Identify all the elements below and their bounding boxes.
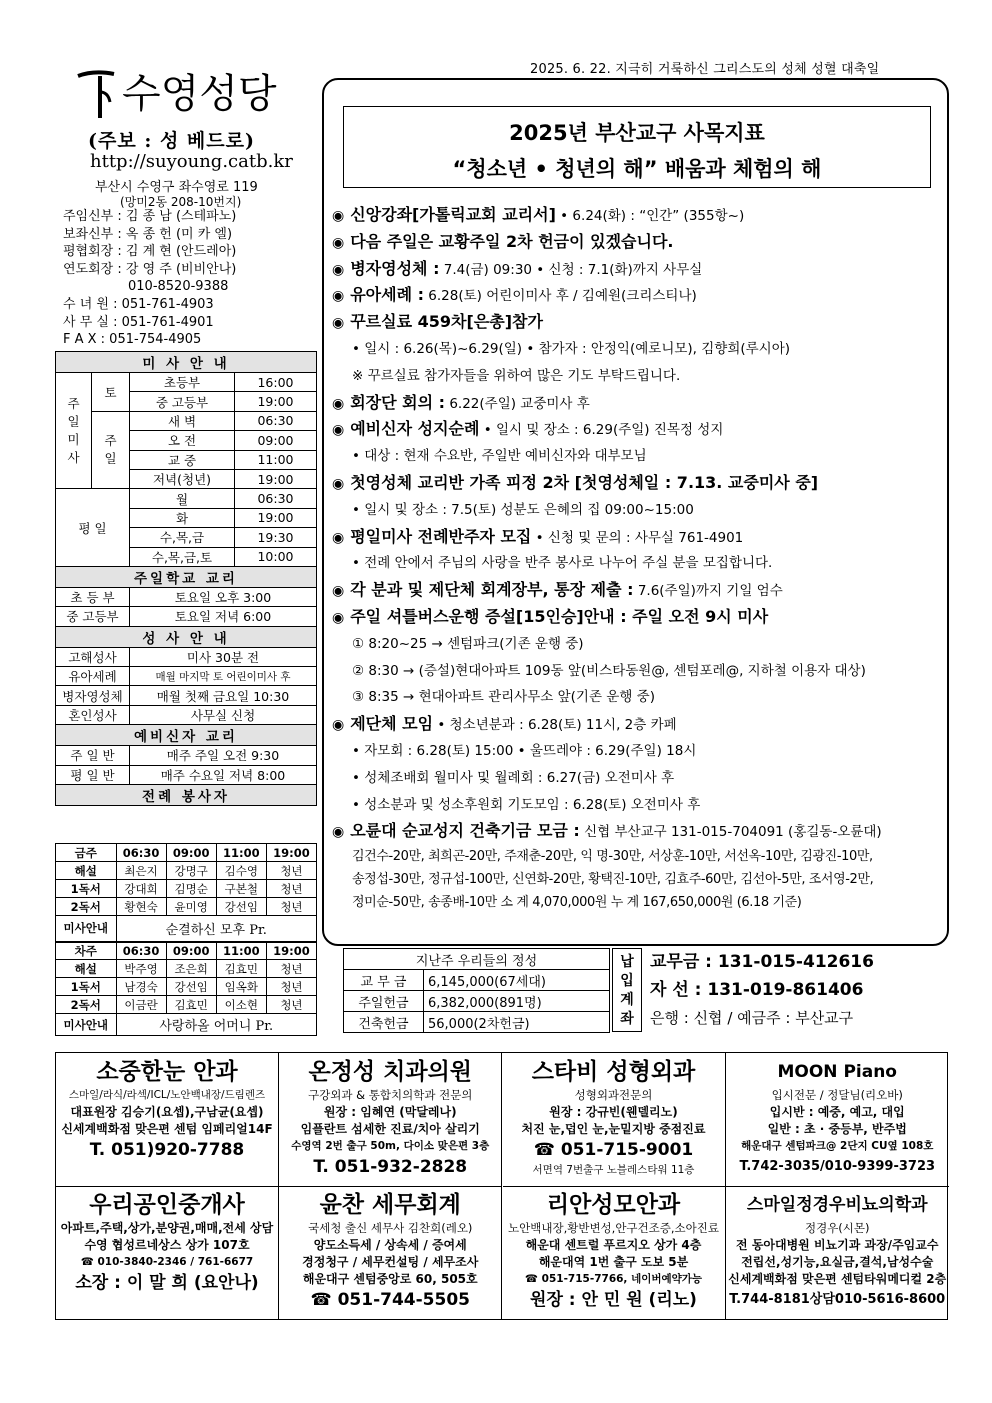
bullet-icon: ◉ (332, 717, 345, 734)
account-line: 은행 : 신협 / 예금주 : 부산교구 (650, 1009, 854, 1027)
offering-type: 건축헌금 (344, 1012, 424, 1033)
server-name: 청년 (266, 978, 316, 996)
parish-address-old: (망미2동 208-10번지) (120, 195, 242, 209)
catechumen-time: 매주 수요일 저녁 8:00 (130, 765, 317, 784)
server-name: 강명구 (166, 862, 216, 880)
server-name: 청년 (266, 960, 316, 978)
weekday-label: 평 일 (56, 489, 130, 567)
bullet-icon: ◉ (332, 824, 345, 841)
advertisement (279, 1186, 502, 1320)
announcement-detail: ③ 8:35 → 현대아파트 관리사무소 앞(기존 운행 중) (352, 689, 655, 706)
mass-name: 저녁(청년) (130, 469, 235, 488)
bullet-icon: ◉ (332, 234, 345, 251)
announcement-head: 제단체 모임 (350, 714, 434, 734)
bullet-icon: ◉ (332, 475, 345, 492)
server-name: 청년 (266, 898, 316, 916)
bullet-icon: ◉ (332, 395, 345, 412)
bullet-icon: ◉ (332, 315, 345, 332)
ad-line: 국세청 출신 세무사 김찬희(레오) (308, 1221, 473, 1235)
announcement-detail: ① 8:20~25 → 센텀파크(기존 운행 중) (352, 635, 584, 652)
announcement-detail: • 일시 : 6.26(목)~6.29(일) • 참가자 : 안정익(예로니모), 김향희(루시아) (352, 340, 791, 357)
bullet-icon: ◉ (332, 583, 345, 600)
server-name: 청년 (266, 996, 316, 1014)
ad-line: 원장 : 임혜연 (막달레나) (323, 1105, 457, 1119)
ad-line: 경정청구 / 세무컨설팅 / 세무조사 (302, 1255, 479, 1269)
staff-line: 보좌신부 : 옥 종 헌 (미 카 엘) (63, 226, 233, 242)
ad-line: 수영역 2번 출구 50m, 다이소 맞은편 3층 (291, 1140, 490, 1152)
announcement-head: 신앙강좌[가톨릭교회 교리서] (350, 205, 556, 224)
offering-table (343, 948, 610, 1033)
school-time: 토요일 저녁 6:00 (130, 607, 317, 626)
mass-name: 수,목,금,토 (130, 547, 235, 566)
ad-line: ☎ 010-3840-2346 / 761-6677 (80, 1256, 254, 1268)
ad-line: 원장 : 강규빈(웬델리노) (549, 1105, 678, 1119)
sacrament-name: 고해성사 (56, 647, 130, 666)
ad-line: 수영 협성르네상스 상가 107호 (84, 1238, 250, 1252)
sacrament-info: 사무실 신청 (130, 705, 317, 724)
server-name: 박주영 (116, 960, 166, 978)
school-header: 주일학교 교리 (56, 566, 317, 587)
role-label: 1독서 (56, 880, 117, 898)
announcement-item (332, 390, 944, 417)
ad-name: 우리공인중개사 (89, 1192, 245, 1218)
week-label: 차주 (56, 942, 117, 960)
announcement-text: 신협 부산교구 131-015-704091 (홍길동-오륜대) (579, 824, 882, 841)
donor-line: 김건수-20만, 최희곤-20만, 주재춘-20만, 익 명-30만, 서상훈-10만, 서선옥-10만, 김광진-10만, (352, 849, 873, 865)
bullet-icon: ◉ (332, 609, 345, 626)
ad-phone: T.742-3035/010-9399-3723 (739, 1159, 936, 1174)
parish-logo-icon (74, 62, 126, 124)
ad-line: 스마일/라식/라섹/ICL/노안백내장/드림렌즈 (68, 1089, 266, 1101)
ad-phone: ☎ 051-715-9001 (533, 1140, 694, 1160)
mass-name: 새 벽 (130, 411, 235, 430)
role-label: 2독서 (56, 996, 117, 1014)
donor-line: 정미순-50만, 송종배-10만 소 계 4,070,000원 누 계 167,650,000원 (6.18 기준) (352, 895, 802, 911)
mass-time: 19:00 (235, 392, 317, 411)
pastoral-line2: “청소년 • 청년의 해” 배움과 체험의 해 (452, 157, 822, 181)
dateline: 2025. 6. 22. 지극히 거룩하신 그리스도의 성체 성혈 대축일 (530, 62, 880, 77)
ad-line: 입시전문 / 정달님(리오바) (771, 1088, 903, 1102)
announcement-detail: • 성체조배회 월미사 및 월례회 : 6.27(금) 오전미사 후 (352, 769, 675, 786)
offering-type: 교 무 금 (344, 970, 424, 991)
school-time: 토요일 오후 3:00 (130, 587, 317, 606)
announcement-detail: • 자모회 : 6.28(토) 15:00 • 울뜨레야 : 6.29(주일) 18시 (352, 742, 697, 759)
mass-name: 오 전 (130, 431, 235, 450)
announcement-text: • 일시 및 장소 : 6.29(주일) 진목정 성지 (479, 422, 724, 439)
announcement-item (332, 256, 944, 283)
server-name: 강선임 (216, 898, 266, 916)
ad-line: 양도소득세 / 상속세 / 증여세 (313, 1238, 467, 1252)
ad-name: 소중한눈 안과 (96, 1059, 238, 1085)
role-label: 2독서 (56, 898, 117, 916)
mass-time-col: 06:30 (116, 844, 166, 862)
mass-name: 초등부 (130, 373, 235, 392)
ad-line: 정경우(시몬) (804, 1221, 870, 1235)
advertisement (726, 1053, 949, 1187)
ad-name: 리안성모안과 (546, 1192, 681, 1218)
ad-line: 해운대역 1번 출구 도보 5분 (538, 1255, 689, 1269)
saturday-label: 토 (92, 373, 130, 412)
advertisement (503, 1186, 726, 1320)
ad-phone: T.744-8181상담010-5616-8600 (729, 1292, 946, 1307)
liturgy-header: 전례 봉사자 (56, 785, 317, 806)
sacrament-info: 매월 첫째 금요일 10:30 (130, 686, 317, 705)
mass-name: 중 고등부 (130, 392, 235, 411)
account-label: 납 입 계 좌 (612, 948, 642, 1032)
announcement-item (332, 524, 944, 551)
ad-line: 해운대구 센텀중앙로 60, 505호 (302, 1272, 478, 1286)
announcement-detail: • 성소분과 및 성소후원회 기도모임 : 6.28(토) 오전미사 후 (352, 796, 701, 813)
mass-time-col: 09:00 (166, 844, 216, 862)
ad-line: 성형외과전문의 (574, 1088, 653, 1102)
announcement-item (332, 604, 944, 631)
server-name: 강대희 (116, 880, 166, 898)
announcement-text: • 6.24(화) : “인간” (355항~) (555, 208, 745, 224)
mass-name: 월 (130, 489, 235, 508)
staff-list (63, 208, 313, 349)
ad-phone: 소장 : 이 말 희 (요안나) (75, 1273, 259, 1293)
ad-line: 신세계백화점 맞은편 센텀 임페리얼14F (61, 1122, 273, 1136)
staff-line: 평협회장 : 김 계 현 (안드레아) (63, 244, 237, 260)
mass-time-col: 09:00 (166, 942, 216, 960)
advertisement-grid (55, 1052, 948, 1320)
server-name: 이금란 (116, 996, 166, 1014)
catechumen-class: 평 일 반 (56, 765, 130, 784)
announcement-item (332, 309, 944, 336)
server-name: 조은희 (166, 960, 216, 978)
offering-header: 지난주 우리들의 정성 (344, 949, 610, 970)
mass-name: 화 (130, 508, 235, 527)
bullet-icon: ◉ (332, 208, 345, 224)
mass-time-col: 19:00 (266, 844, 316, 862)
mass-time: 11:00 (235, 450, 317, 469)
announcement-head: 평일미사 전례반주자 모집 (350, 526, 532, 546)
advertisement (279, 1053, 502, 1187)
staff-line: 사 무 실 : 051-761-4901 (63, 314, 214, 330)
announcement-item (332, 416, 944, 443)
ad-line: 해운대구 센텀파크@ 2단지 CU옆 108호 (741, 1140, 934, 1152)
bullet-icon: ◉ (332, 529, 345, 546)
announcement-item (332, 229, 944, 256)
announcement-detail: • 대상 : 현재 수요반, 주일반 예비신자와 대부모님 (352, 448, 647, 465)
ad-line: 임플란트 섬세한 진료/치아 살리기 (300, 1122, 480, 1136)
mass-time-col: 06:30 (116, 942, 166, 960)
staff-line: 010-8520-9388 (63, 279, 229, 295)
mass-time-col: 11:00 (216, 844, 266, 862)
announcement-head: 첫영성체 교리반 가족 피정 2차 [첫영성체일 : 7.13. 교중미사 중] (350, 472, 819, 492)
sacrament-name: 유아세례 (56, 667, 130, 686)
server-name: 청년 (266, 862, 316, 880)
parish-url[interactable]: http://suyoung.catb.kr (90, 151, 293, 172)
announcement-detail: ② 8:30 → (증설)현대아파트 109동 앞(비스타동원@, 센텀포레@, 지하철 이용자 대상) (352, 662, 866, 679)
ad-line: 입시반 : 예중, 예고, 대입 (769, 1105, 905, 1119)
staff-line: F A X : 051-754-4905 (63, 332, 202, 348)
mass-time: 10:00 (235, 547, 317, 566)
pastoral-title-box (343, 106, 931, 188)
ad-name: MOON Piano (777, 1062, 897, 1082)
ad-line: 구강외과 & 통합치의학과 전문의 (308, 1088, 473, 1102)
announcement-head: 유아세례 : (350, 285, 425, 305)
role-label: 해설 (56, 862, 117, 880)
mass-time: 06:30 (235, 489, 317, 508)
server-name: 이소현 (216, 996, 266, 1014)
announcement-item (332, 577, 944, 604)
liturgy-table (55, 843, 317, 1036)
announcement-head: 주일 셔틀버스운행 증설[15인승]안내 : 주일 오전 9시 미사 (350, 606, 769, 626)
announcement-head: 회장단 회의 : (350, 392, 446, 412)
server-name: 황현숙 (116, 898, 166, 916)
ad-phone: T. 051)920-7788 (89, 1140, 245, 1160)
ad-line: 해운대 센트럴 푸르지오 상가 4층 (525, 1238, 702, 1252)
offering-amount: 56,000(2차헌금) (424, 1012, 610, 1033)
server-name: 윤미영 (166, 898, 216, 916)
mass-name: 교 중 (130, 450, 235, 469)
mass-time: 09:00 (235, 431, 317, 450)
server-name: 김수영 (216, 862, 266, 880)
ad-extra: 서면역 7번출구 노블레스타워 11층 (532, 1164, 695, 1176)
announcement-detail: ※ 꾸르실료 참가자들을 위하여 많은 기도 부탁드립니다. (352, 367, 681, 384)
sunday-label: 주 일 미 사 (56, 373, 92, 489)
ad-name: 스마일정경우비뇨의학과 (746, 1195, 928, 1215)
offering-amount: 6,145,000(67세대) (424, 970, 610, 991)
announcement-text: 7.4(금) 09:30 • 신청 : 7.1(화)까지 사무실 (439, 261, 703, 278)
server-name: 김명순 (166, 880, 216, 898)
announcement-item (332, 818, 944, 845)
ad-name: 온정성 치과의원 (308, 1059, 473, 1085)
ad-line: 대표원장 김승기(요셉),구남균(요셉) (70, 1105, 264, 1119)
server-name: 김효민 (166, 996, 216, 1014)
announcement-item (332, 202, 944, 229)
mass-time: 19:00 (235, 508, 317, 527)
account-line: 자 선 : 131-019-861406 (650, 980, 864, 1000)
mass-time: 06:30 (235, 411, 317, 430)
announcement-detail: • 일시 및 장소 : 7.5(토) 성분도 은혜의 집 09:00~15:00 (352, 501, 694, 518)
catechumen-time: 매주 주일 오전 9:30 (130, 746, 317, 765)
announcement-head: 오륜대 순교성지 건축기금 모금 : (350, 821, 580, 841)
server-name: 임옥화 (216, 978, 266, 996)
catechumen-header: 예비신자 교리 (56, 725, 317, 746)
sacrament-name: 혼인성사 (56, 705, 130, 724)
parish-address: 부산시 수영구 좌수영로 119 (95, 180, 258, 195)
bullet-icon: ◉ (332, 261, 345, 278)
announcement-head: 꾸르실료 459차[은총]참가 (350, 312, 543, 332)
mass-info-label: 미사안내 (56, 1014, 117, 1036)
sacrament-info: 미사 30분 전 (130, 647, 317, 666)
server-name: 김효민 (216, 960, 266, 978)
mass-info: 사랑하올 어머니 Pr. (116, 1014, 316, 1036)
school-name: 초 등 부 (56, 587, 130, 606)
offering-type: 주일헌금 (344, 991, 424, 1012)
pastoral-line1: 2025년 부산교구 사목지표 (509, 121, 765, 145)
week-label: 금주 (56, 844, 117, 862)
ad-line: 처진 눈,덥인 눈,눈밑지방 중점진료 (521, 1122, 706, 1136)
mass-time: 19:00 (235, 469, 317, 488)
bullet-icon: ◉ (332, 288, 345, 305)
role-label: 1독서 (56, 978, 117, 996)
staff-line: 주임신부 : 김 종 남 (스테파노) (63, 209, 237, 224)
ad-line: 노안백내장,황반변성,안구건조증,소아진료 (508, 1221, 719, 1235)
sacrament-header: 성 사 안 내 (56, 626, 317, 647)
mass-info: 순결하신 모후 Pr. (116, 916, 316, 942)
announcement-text: • 청소년분과 : 6.28(토) 11시, 2층 카페 (433, 717, 677, 734)
server-name: 청년 (266, 880, 316, 898)
server-name: 강선임 (166, 978, 216, 996)
ad-phone: T. 051-932-2828 (313, 1157, 468, 1177)
bulletin-name: (주보 : 성 베드로) (88, 130, 255, 152)
advertisement (503, 1053, 726, 1187)
offering-amount: 6,382,000(891명) (424, 991, 610, 1012)
ad-line: ☎ 051-715-7766, 네이버예약가능 (524, 1273, 703, 1285)
announcement-head: 다음 주일은 교황주일 2차 헌금이 있겠습니다. (350, 231, 674, 251)
ad-line: 아파트,주택,상가,분양권,매매,전세 상담 (60, 1221, 274, 1235)
parish-name: 수영성당 (122, 71, 277, 117)
mass-name: 수,목,금 (130, 528, 235, 547)
donor-line: 송정섭-30만, 정규섭-100만, 신연화-20만, 황택진-10만, 김효주-60만, 김선아-5만, 조서영-2만, (352, 872, 874, 888)
server-name: 구본철 (216, 880, 266, 898)
mass-time: 16:00 (235, 373, 317, 392)
staff-line: 수 녀 원 : 051-761-4903 (63, 296, 214, 312)
mass-time: 19:30 (235, 528, 317, 547)
announcement-text: 6.28(토) 어린이미사 후 / 김예원(크리스티나) (424, 288, 697, 305)
ad-phone: ☎ 051-744-5505 (310, 1290, 470, 1310)
announcement-head: 각 분과 및 제단체 회계장부, 통장 제출 : (350, 580, 634, 600)
ad-line: 전립선,성기능,요실금,결석,남성수술 (741, 1255, 934, 1269)
server-name: 남경숙 (116, 978, 166, 996)
server-name: 최은지 (116, 862, 166, 880)
sunday-sub-label: 주 일 (92, 411, 130, 489)
announcement-detail: • 전례 안에서 주님의 사랑을 반주 봉사로 나누어 주실 분을 모집합니다. (352, 555, 773, 572)
mass-schedule-table (55, 351, 317, 806)
sacrament-name: 병자영성체 (56, 686, 130, 705)
advertisement (726, 1186, 949, 1320)
ad-phone: 원장 : 안 민 원 (리노) (530, 1290, 697, 1310)
announcement-text: 6.22(주일) 교중미사 후 (445, 395, 590, 412)
ad-line: 일반 : 초 · 중등부, 반주법 (767, 1122, 907, 1136)
bullet-icon: ◉ (332, 422, 345, 439)
mass-time-col: 19:00 (266, 942, 316, 960)
ad-line: 전 동아대병원 비뇨기과 과장/주임교수 (736, 1238, 939, 1252)
sacrament-info: 매월 마지막 토 어린이미사 후 (130, 667, 317, 686)
announcement-head: 병자영성체 : (350, 258, 440, 278)
announcement-text: 7.6(주일)까지 기일 엄수 (633, 583, 783, 600)
staff-line: 연도회장 : 강 영 주 (비비안나) (63, 261, 237, 277)
announcement-text: • 신청 및 문의 : 사무실 761-4901 (531, 529, 744, 546)
announcement-list (332, 202, 944, 914)
catechumen-class: 주 일 반 (56, 746, 130, 765)
advertisement (56, 1053, 279, 1187)
mass-time-col: 11:00 (216, 942, 266, 960)
announcement-item (332, 711, 944, 738)
ad-line: 신세계백화점 맞은편 센텀타워메디컬 2층 (728, 1272, 947, 1286)
announcement-item (332, 282, 944, 309)
mass-header: 미 사 안 내 (56, 352, 317, 373)
account-line: 교무금 : 131-015-412616 (650, 952, 874, 972)
ad-name: 스타비 성형외과 (531, 1059, 696, 1085)
ad-name: 윤찬 세무회계 (319, 1192, 461, 1218)
school-name: 중 고등부 (56, 607, 130, 626)
role-label: 해설 (56, 960, 117, 978)
mass-info-label: 미사안내 (56, 916, 117, 942)
announcement-item (332, 470, 944, 497)
announcement-head: 예비신자 성지순례 (350, 419, 480, 439)
advertisement (56, 1186, 279, 1320)
account-list (650, 948, 874, 1032)
